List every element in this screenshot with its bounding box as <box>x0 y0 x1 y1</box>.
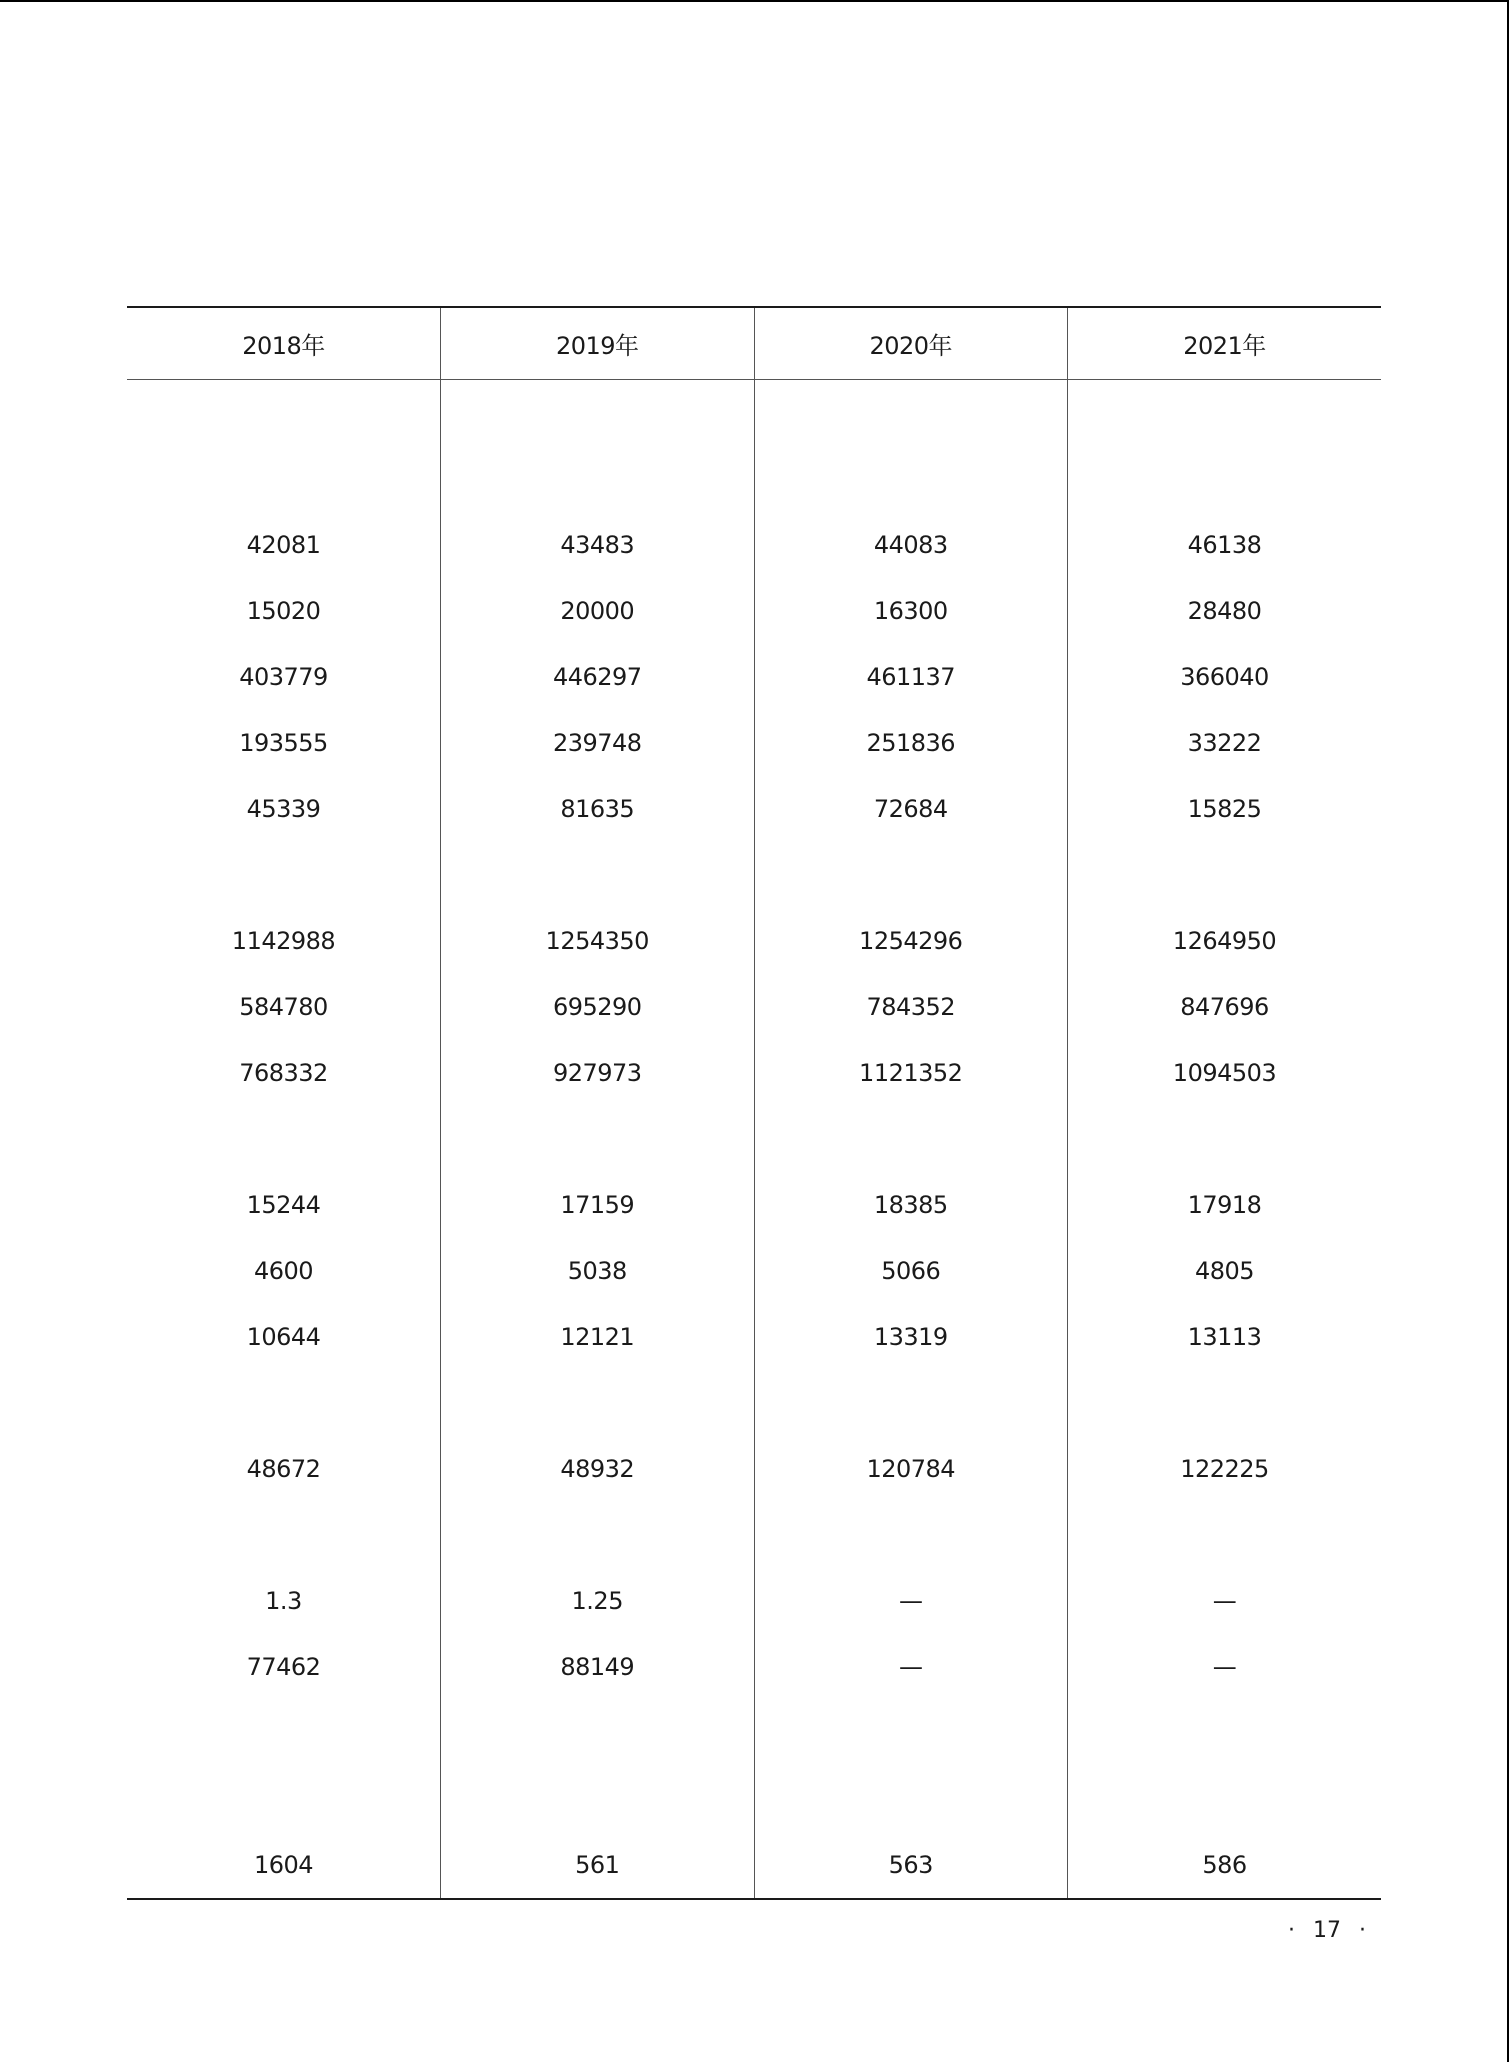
cell-2019: 17159 <box>441 1172 755 1238</box>
cell-2021 <box>1068 1370 1382 1436</box>
cell-2020: 72684 <box>754 776 1068 842</box>
cell-2019: 1254350 <box>441 908 755 974</box>
cell-2019: 88149 <box>441 1634 755 1700</box>
cell-2018: 48672 <box>246 1454 321 1483</box>
cell-2019 <box>441 1106 755 1172</box>
cell-2018 <box>127 379 441 446</box>
cell-2019: 695290 <box>441 974 755 1040</box>
cell-2021: 847696 <box>1068 974 1382 1040</box>
table-row <box>127 512 1381 578</box>
cell-2020: 461137 <box>754 644 1068 710</box>
cell-2020: 1254296 <box>754 908 1068 974</box>
cell-2019 <box>441 446 755 512</box>
cell-2019: 81635 <box>441 776 755 842</box>
cell-2019 <box>441 1502 755 1568</box>
cell-2018: 4600 <box>253 1256 314 1285</box>
cell-2019: 927973 <box>441 1040 755 1106</box>
cell-2018: 584780 <box>239 992 328 1021</box>
cell-2018: 403779 <box>239 662 328 691</box>
table-row <box>127 1700 1381 1766</box>
cell-2019: 5038 <box>441 1238 755 1304</box>
cell-2019 <box>441 842 755 908</box>
cell-2018: 42081 <box>246 530 321 559</box>
cell-2020: 18385 <box>754 1172 1068 1238</box>
table-row <box>127 1634 1381 1700</box>
page-number-dot-right: · <box>1359 1918 1366 1943</box>
cell-2020 <box>754 842 1068 908</box>
table-row <box>127 776 1381 842</box>
cell-2018: 1142988 <box>231 926 336 955</box>
cell-2019: 20000 <box>441 578 755 644</box>
cell-2021 <box>1068 446 1382 512</box>
cell-2018: 1604 <box>127 1832 441 1899</box>
cell-2020: 563 <box>754 1832 1068 1899</box>
cell-2018 <box>127 446 441 512</box>
table-row <box>127 1238 1381 1304</box>
cell-2018: 15020 <box>246 596 321 625</box>
table-row <box>127 710 1381 776</box>
page-number-value: 17 <box>1313 1918 1341 1943</box>
cell-2019: 239748 <box>441 710 755 776</box>
cell-2020: 120784 <box>754 1436 1068 1502</box>
cell-2020: 44083 <box>754 512 1068 578</box>
cell-2018: 768332 <box>239 1058 328 1087</box>
cell-2020: 1121352 <box>754 1040 1068 1106</box>
cell-2019 <box>441 1370 755 1436</box>
header-row <box>127 307 1381 379</box>
cell-2020 <box>754 1106 1068 1172</box>
cell-2020 <box>754 1766 1068 1832</box>
cell-2021: 17918 <box>1068 1172 1382 1238</box>
table-row <box>127 1040 1381 1106</box>
table-row <box>127 1106 1381 1172</box>
cell-2019: 561 <box>441 1832 755 1899</box>
cell-2021: 586 <box>1068 1832 1382 1899</box>
cell-2021 <box>1068 842 1382 908</box>
cell-2021: 366040 <box>1068 644 1382 710</box>
page-number <box>1270 1918 1380 1943</box>
cell-2018 <box>127 842 441 908</box>
cell-2020: 5066 <box>754 1238 1068 1304</box>
cell-2021: — <box>1068 1568 1382 1634</box>
cell-2020 <box>754 1502 1068 1568</box>
cell-2021: 1264950 <box>1068 908 1382 974</box>
cell-2018: 15244 <box>246 1190 321 1219</box>
table-row <box>127 1568 1381 1634</box>
header-2019: 2019年 <box>441 307 755 379</box>
cell-2021: 33222 <box>1068 710 1382 776</box>
header-2018: 2018年 <box>127 307 441 379</box>
cell-2019 <box>441 1766 755 1832</box>
table-row <box>127 842 1381 908</box>
cell-2021: 15825 <box>1068 776 1382 842</box>
cell-2019 <box>441 379 755 446</box>
table-row <box>127 1766 1381 1832</box>
header-2020: 2020年 <box>754 307 1068 379</box>
cell-2019: 1.25 <box>441 1568 755 1634</box>
table-row <box>127 578 1381 644</box>
cell-2019 <box>441 1700 755 1766</box>
page-border-top <box>0 0 1509 2</box>
table-row <box>127 379 1381 446</box>
cell-2018: 193555 <box>239 728 328 757</box>
cell-2018: 1.3 <box>265 1586 302 1615</box>
cell-2018 <box>127 1106 441 1172</box>
table-row <box>127 908 1381 974</box>
cell-2018 <box>127 1766 441 1832</box>
cell-2020: — <box>754 1568 1068 1634</box>
cell-2018: 45339 <box>246 794 321 823</box>
cell-2021 <box>1068 1502 1382 1568</box>
cell-2020: — <box>754 1634 1068 1700</box>
cell-2020: 251836 <box>754 710 1068 776</box>
cell-2018 <box>127 1700 441 1766</box>
cell-2021: 1094503 <box>1068 1040 1382 1106</box>
cell-2021: 46138 <box>1068 512 1382 578</box>
cell-2021: — <box>1068 1634 1382 1700</box>
table-row <box>127 974 1381 1040</box>
cell-2020 <box>754 1370 1068 1436</box>
cell-2021 <box>1068 1700 1382 1766</box>
cell-2021 <box>1068 1106 1382 1172</box>
cell-2019: 43483 <box>441 512 755 578</box>
header-2021: 2021年 <box>1068 307 1382 379</box>
cell-2021: 122225 <box>1068 1436 1382 1502</box>
cell-2020: 784352 <box>754 974 1068 1040</box>
cell-2019: 12121 <box>441 1304 755 1370</box>
cell-2020 <box>754 379 1068 446</box>
table-row <box>127 1172 1381 1238</box>
table-body <box>127 379 1381 1899</box>
cell-2020 <box>754 446 1068 512</box>
table-row <box>127 1436 1381 1502</box>
cell-2019: 446297 <box>441 644 755 710</box>
table-row <box>127 446 1381 512</box>
cell-2020: 13319 <box>754 1304 1068 1370</box>
table-header <box>127 307 1381 379</box>
table-row <box>127 1370 1381 1436</box>
table-row <box>127 1502 1381 1568</box>
page-number-dot-left: · <box>1288 1918 1295 1943</box>
cell-2021: 4805 <box>1068 1238 1382 1304</box>
cell-2018: 77462 <box>246 1652 321 1681</box>
table-row <box>127 1304 1381 1370</box>
table-row <box>127 1832 1381 1899</box>
cell-2021: 13113 <box>1068 1304 1382 1370</box>
cell-2019: 48932 <box>441 1436 755 1502</box>
cell-2020 <box>754 1700 1068 1766</box>
cell-2018 <box>127 1502 441 1568</box>
cell-2018: 10644 <box>246 1322 321 1351</box>
cell-2021: 28480 <box>1068 578 1382 644</box>
data-table <box>127 306 1381 1900</box>
cell-2020: 16300 <box>754 578 1068 644</box>
cell-2018 <box>127 1370 441 1436</box>
cell-2021 <box>1068 379 1382 446</box>
cell-2021 <box>1068 1766 1382 1832</box>
table-row <box>127 644 1381 710</box>
